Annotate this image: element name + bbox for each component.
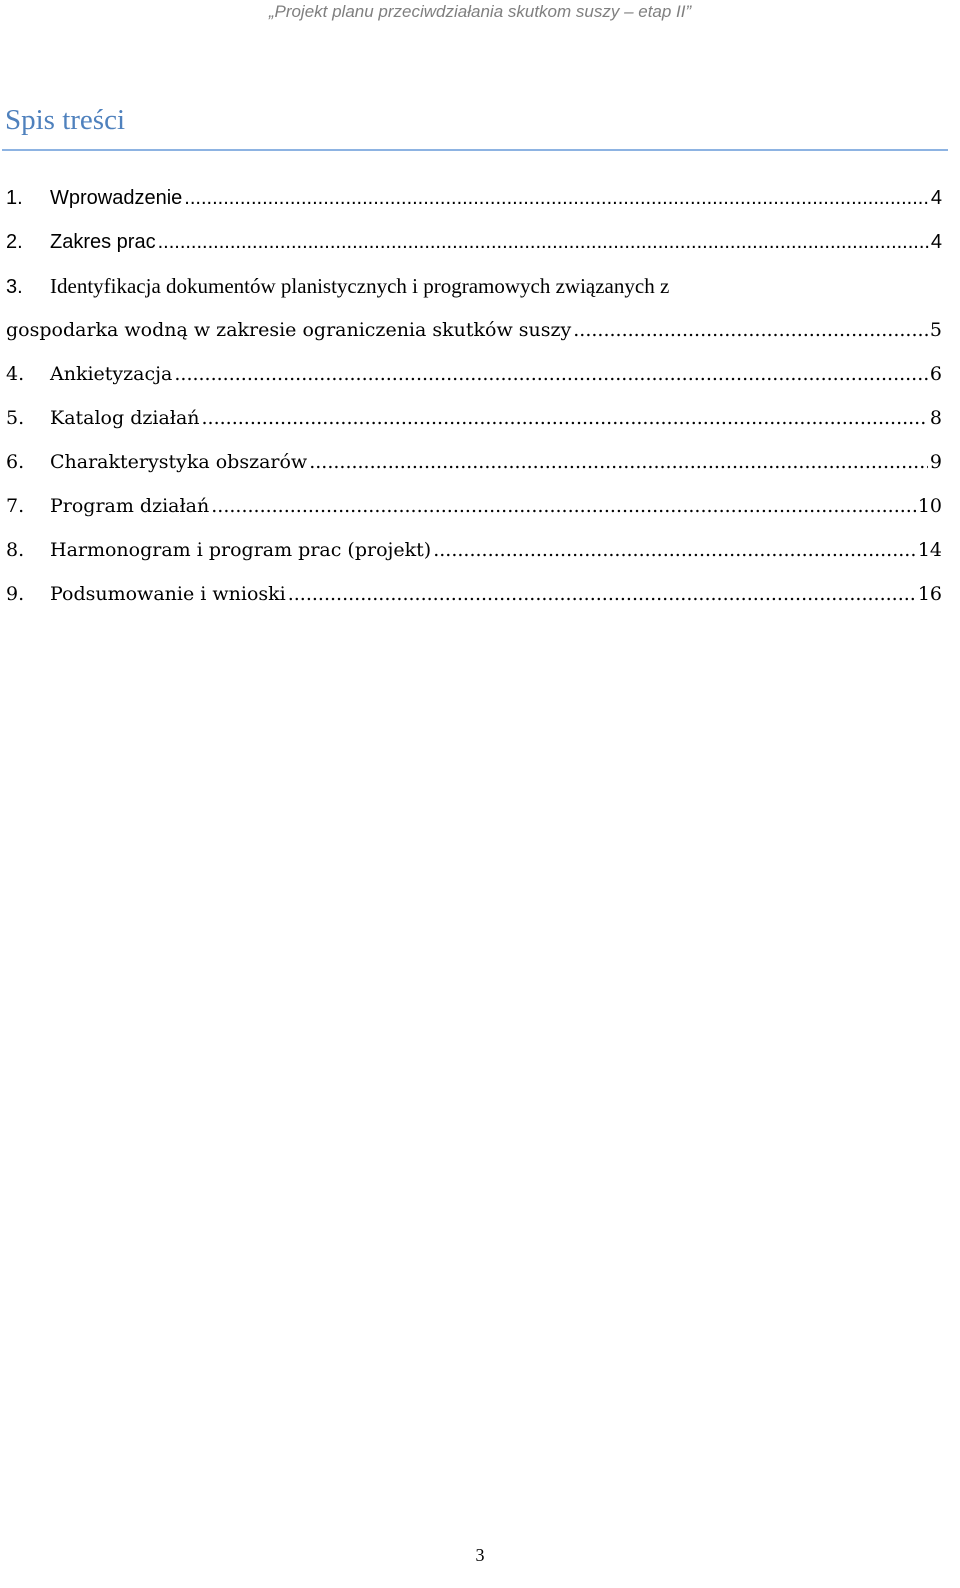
toc-entry-title: Program działań (50, 495, 210, 517)
toc-entry-7[interactable] (6, 484, 942, 528)
toc-dot-leader (174, 352, 928, 396)
toc-entry-5[interactable] (6, 396, 942, 440)
toc-entry-page: 9 (929, 451, 942, 473)
toc-entry-page: 14 (917, 539, 942, 561)
toc-heading-rule (2, 149, 948, 151)
toc-entry-number: 5. (6, 407, 25, 429)
toc-entry-title: Identyfikacja dokumentów planistycznych i programowych związanych z (50, 274, 670, 298)
toc-entry-number: 9. (6, 583, 25, 605)
toc-entry-title: Charakterystyka obszarów (50, 451, 308, 473)
toc-entry-number: 2. (6, 231, 23, 253)
toc-dot-leader (309, 440, 928, 484)
toc-entry-page: 5 (929, 319, 942, 341)
toc-entry-8[interactable] (6, 528, 942, 572)
toc-entry-title: Ankietyzacja (50, 363, 173, 385)
toc-dot-leader (158, 220, 929, 264)
toc-entry-title: Harmonogram i program prac (projekt) (50, 539, 432, 561)
toc-entry-number: 1. (6, 187, 23, 209)
toc-entry-page: 16 (917, 583, 942, 605)
toc-entry-page: 4 (930, 231, 942, 253)
toc-entry-page: 6 (929, 363, 942, 385)
toc-heading: Spis treści (5, 104, 126, 136)
document-header-title: „Projekt planu przeciwdziałania skutkom suszy – etap II” (268, 2, 692, 21)
toc-entry-page: 10 (917, 495, 942, 517)
toc-entry-number: 8. (6, 539, 25, 561)
toc-entry-title: Zakres prac (50, 231, 156, 253)
toc-entry-4[interactable] (6, 352, 942, 396)
toc-entry-title: Wprowadzenie (50, 187, 183, 209)
toc-entry-1[interactable] (6, 176, 942, 220)
toc-entry-page: 4 (930, 187, 942, 209)
toc-entry-title: Katalog działań (50, 407, 200, 429)
toc-dot-leader (211, 484, 916, 528)
table-of-contents (6, 176, 942, 616)
toc-entry-title-continued: gospodarka wodną w zakresie ograniczenia skutków suszy (6, 319, 572, 341)
toc-entry-title: Podsumowanie i wnioski (50, 583, 286, 605)
toc-entry-number: 6. (6, 451, 25, 473)
toc-entry-number: 4. (6, 363, 25, 385)
toc-entry-2[interactable] (6, 220, 942, 264)
toc-entry-page: 8 (929, 407, 942, 429)
toc-entry-3[interactable] (6, 264, 942, 352)
toc-dot-leader (573, 308, 928, 352)
toc-dot-leader (184, 176, 929, 220)
toc-dot-leader (433, 528, 916, 572)
toc-dot-leader (202, 396, 928, 440)
toc-entry-6[interactable] (6, 440, 942, 484)
toc-entry-number: 7. (6, 495, 25, 517)
page-number: 3 (475, 1545, 485, 1565)
toc-entry-9[interactable] (6, 572, 942, 616)
toc-dot-leader (288, 572, 916, 616)
toc-entry-number: 3. (6, 276, 23, 298)
